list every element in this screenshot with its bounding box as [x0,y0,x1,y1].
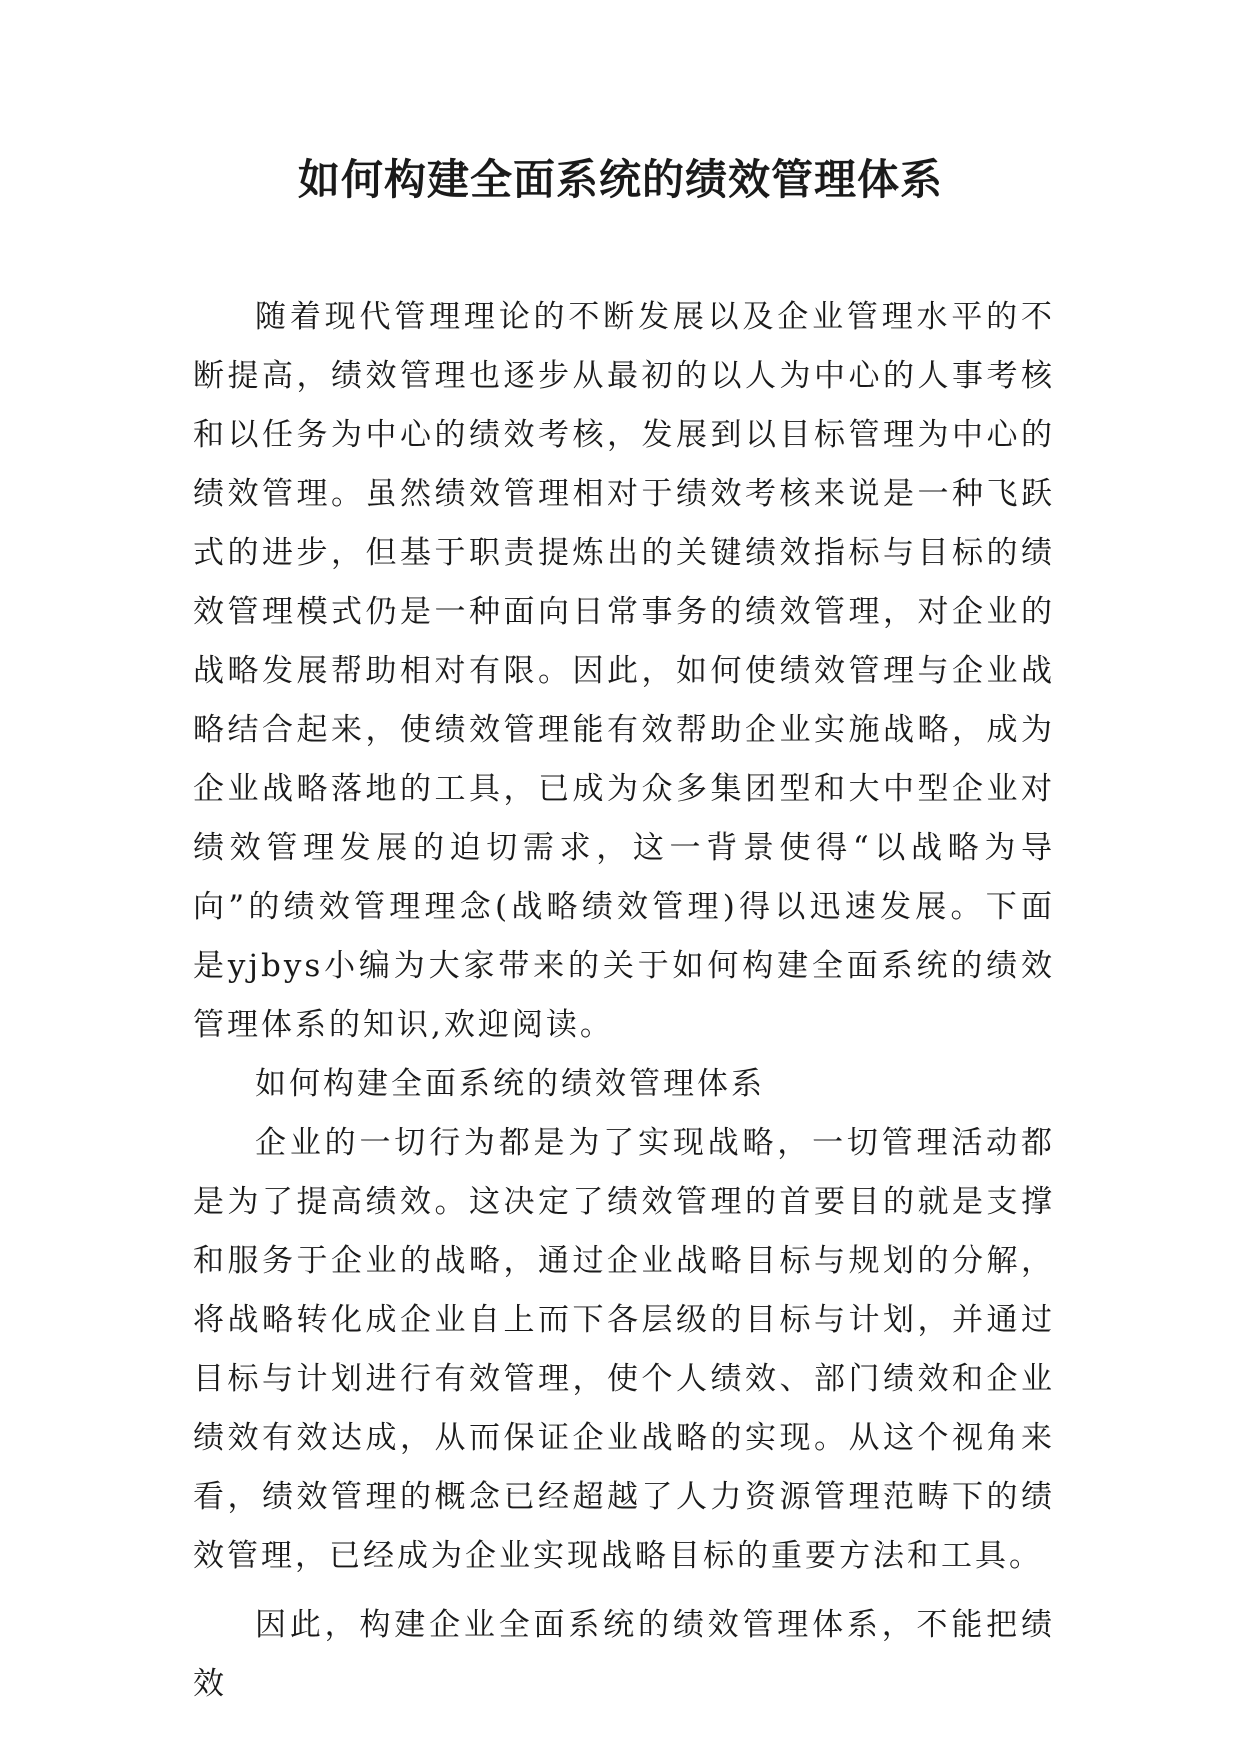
paragraph-conclusion: 因此，构建企业全面系统的绩效管理体系，不能把绩效 [193,1607,1055,1702]
paragraph-subheading: 如何构建全面系统的绩效管理体系 [255,1066,765,1102]
document-title: 如何构建全面系统的绩效管理体系 [297,155,943,204]
paragraph-strategy: 企业的一切行为都是为了实现战略，一切管理活动都是为了提高绩效。这决定了绩效管理的首要目的就是支撑和服务于企业的战略，通过企业战略目标与规划的分解，将战略转化成企业自上而下各层级的目标与计划，并通过目标与计划进行有效管理，使个人绩效、部门绩效和企业绩效有效达成，从而保证企业战略的实现。从这个视角来看，绩效管理的概念已经超越了人力资源管理范畴下的绩效管理，已经成为企业实现战略目标的重要方法和工具。 [193,1125,1055,1574]
document-body [193,288,1055,1714]
paragraph-intro: 随着现代管理理论的不断发展以及企业管理水平的不断提高，绩效管理也逐步从最初的以人为中心的人事考核和以任务为中心的绩效考核，发展到以目标管理为中心的绩效管理。虽然绩效管理相对于绩效考核来说是一种飞跃式的进步，但基于职责提炼出的关键绩效指标与目标的绩效管理模式仍是一种面向日常事务的绩效管理，对企业的战略发展帮助相对有限。因此，如何使绩效管理与企业战略结合起来，使绩效管理能有效帮助企业实施战略，成为企业战略落地的工具，已成为众多集团型和大中型企业对绩效管理发展的迫切需求，这一背景使得“以战略为导向”的绩效管理理念(战略绩效管理)得以迅速发展。下面是yjbys小编为大家带来的关于如何构建全面系统的绩效管理体系的知识,欢迎阅读。 [193,299,1055,1043]
